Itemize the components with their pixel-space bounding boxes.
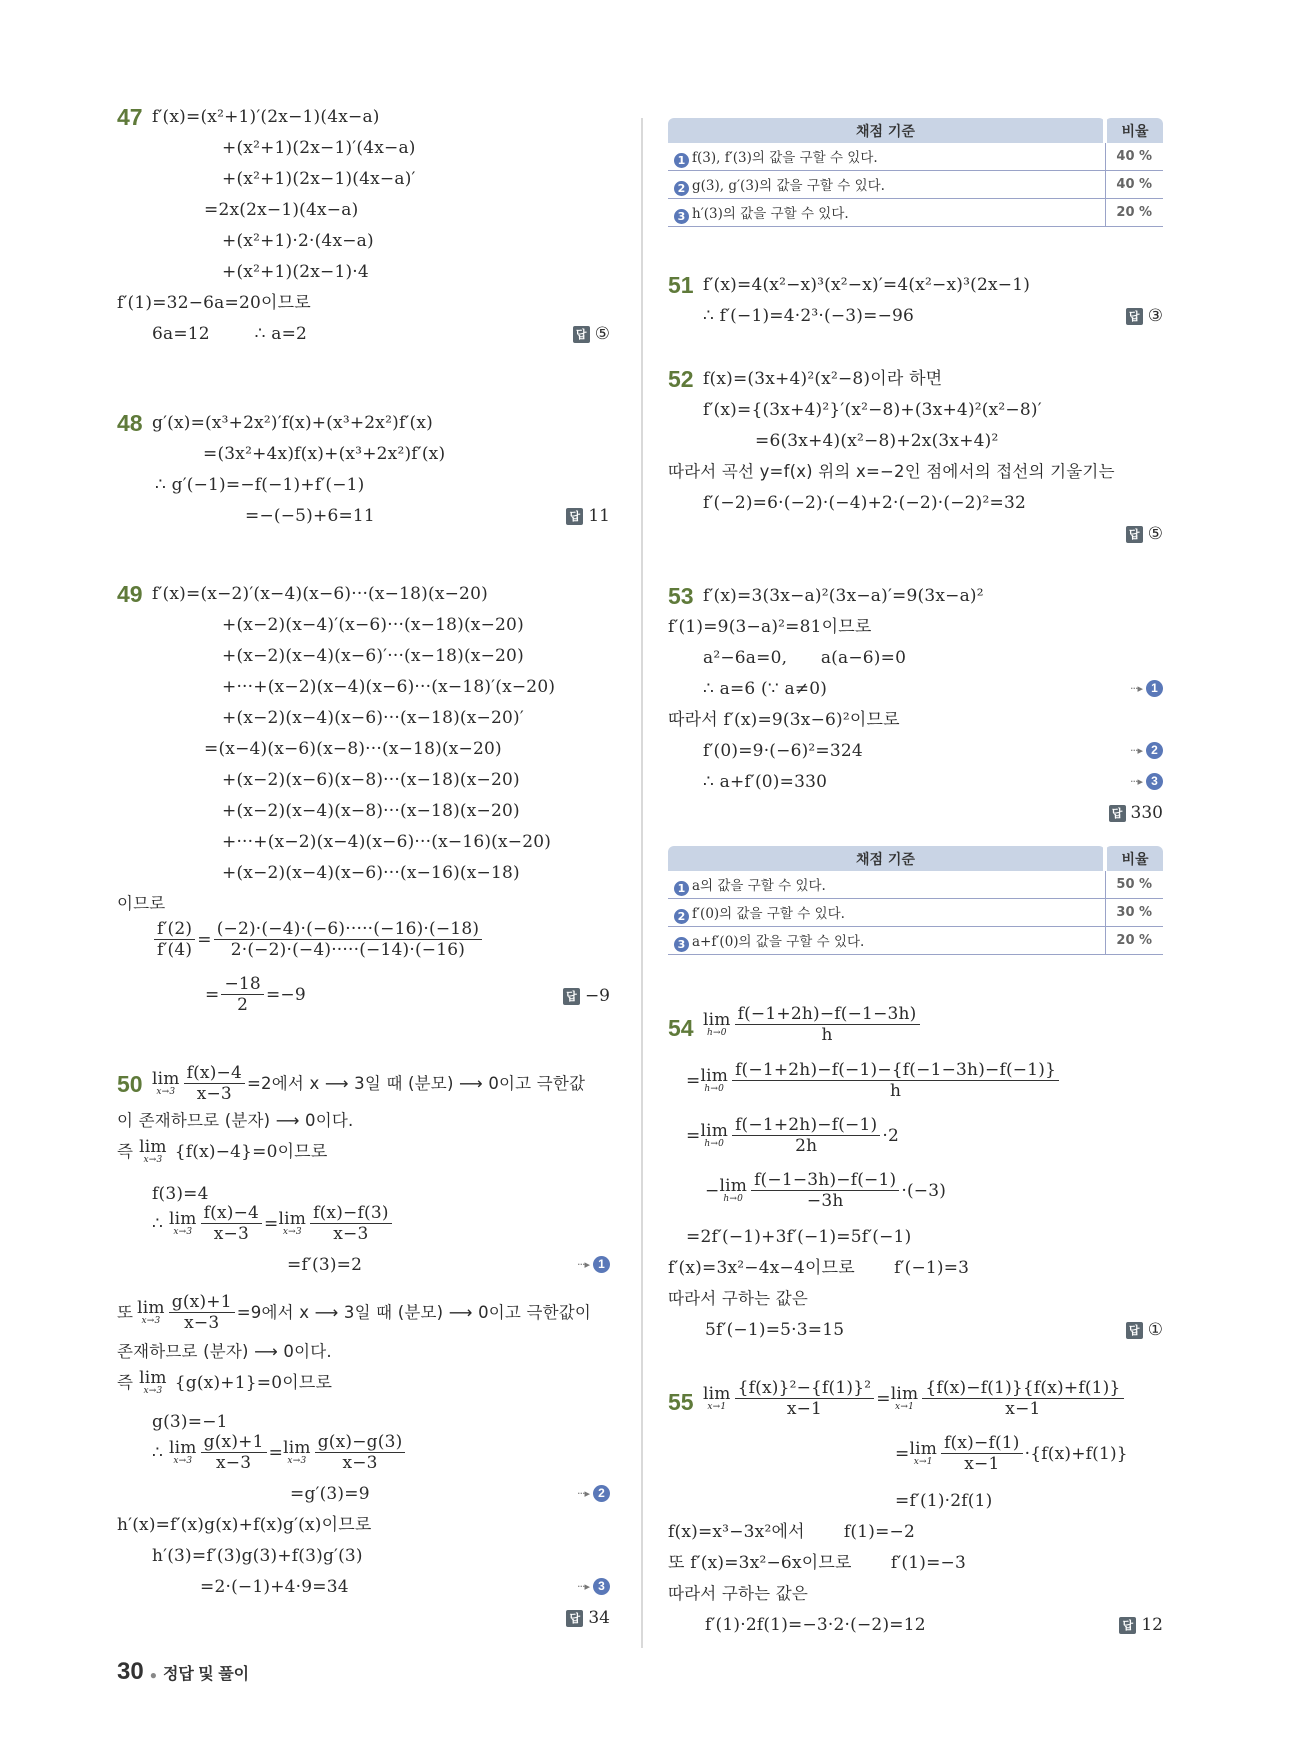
table-row: 3 h′(3)의 값을 구할 수 있다. 20 % <box>668 199 1163 227</box>
p53-line: ∴ a=6 (∵ a≠0) <box>703 679 828 699</box>
p47-line: f′(x)=(x²+1)′(2x−1)(4x−a) <box>152 107 380 127</box>
p53-line: f′(0)=9·(−6)²=324 <box>703 741 863 761</box>
answer-52 <box>1126 523 1163 545</box>
grading-table-50 <box>668 118 1163 227</box>
fraction: $\frac{-18}{2}$ <box>221 974 263 1015</box>
p47-line: +(x²+1)(2x−1)·4 <box>222 262 369 282</box>
answer-51 <box>1126 305 1163 327</box>
p54-row-6: f′(x)=3x²−4x−4이므로 f′(−1)=3 <box>668 1258 970 1278</box>
step-2-icon: 2 <box>1146 742 1163 759</box>
p49-ratio-expr: $\frac{f'(2)}{f'(4)}$ = $\frac{(-2)\cdot(-4)\cdot(-6)\cdot\cdot\cdot\cdot\cdot(-16)\cdot(-18)}{2\cdot(-2)\cdot(-4)\cdot\cdot\cdot\cdot\cdot(-14)\cdot(-16)}$ <box>152 919 484 960</box>
limit: lim x→1 <box>909 1439 938 1467</box>
p54-row-5: =2f′(−1)+3f′(−1)=5f′(−1) <box>686 1227 912 1247</box>
p52-line: f′(x)={(3x+4)²}′(x²−8)+(3x+4)²(x²−8)′ <box>703 400 1042 420</box>
p50-line-5: ∴ lim x→3 $\frac{f(x)-4}{x-3}$ = lim x→3 $\frac{f(x)-f(3)}{x-3}$ <box>152 1203 394 1244</box>
problem-number-53: 53 <box>668 583 694 609</box>
problem-number-49: 49 <box>117 581 143 607</box>
answer-value: 330 <box>1130 803 1163 823</box>
answer-value: ⑤ <box>594 324 610 344</box>
limit: lim h→0 <box>700 1066 729 1094</box>
step-marker-2: ···▸ 2 <box>577 1485 610 1502</box>
p54-row-3: = lim h→0 $\frac{f(-1+2h)-f(-1)}{2h}$ ·2 <box>686 1115 899 1156</box>
p47-line: +(x²+1)·2·(4x−a) <box>222 231 374 251</box>
p47-line: +(x²+1)(2x−1)′(4x−a) <box>222 138 416 158</box>
answer-value: 11 <box>588 506 610 526</box>
p50-line-6: =f′(3)=2 <box>287 1255 363 1275</box>
p50-line-13: h′(x)=f′(x)g(x)+f(x)g′(x)이므로 <box>117 1515 372 1535</box>
fraction: $\frac{f(-1+2h)-f(-1)}{2h}$ <box>732 1115 880 1156</box>
p55-row-2: = lim x→1 $\frac{f(x)-f(1)}{x-1}$ ·{f(x)+f(1)} <box>895 1433 1128 1474</box>
answer-value: ① <box>1147 1320 1163 1340</box>
p49-line: +···+(x−2)(x−4)(x−6)···(x−16)(x−20) <box>222 832 552 852</box>
answer-badge-icon: 답 <box>1126 1322 1143 1339</box>
p52-line: 따라서 곡선 y=f(x) 위의 x=−2인 점에서의 접선의 기울기는 <box>668 462 1115 481</box>
p51-line: f′(x)=4(x²−x)³(x²−x)′=4(x²−x)³(2x−1) <box>703 275 1031 295</box>
problem-number-52: 52 <box>668 366 694 392</box>
step-marker-3: ···▸ 3 <box>577 1578 610 1595</box>
p49-line: +(x−2)(x−4)(x−6)′···(x−18)(x−20) <box>222 646 524 666</box>
answer-55 <box>1119 1614 1163 1636</box>
p47-line: f′(1)=32−6a=20이므로 <box>117 293 311 313</box>
fraction: $\frac{f(-1+2h)-f(-1-3h)}{h}$ <box>735 1004 920 1045</box>
answer-49 <box>563 985 610 1007</box>
fraction: $\frac{(-2)\cdot(-4)\cdot(-6)\cdot\cdot\cdot\cdot\cdot(-16)\cdot(-18)}{2\cdot(-2)\cdot(-4)\cdot\cdot\cdot\cdot\cdot(-14)\cdot(-16)}$ <box>214 919 483 960</box>
step-1-icon: 1 <box>674 153 689 168</box>
bullet-icon: ● <box>149 1668 157 1682</box>
problem-number-54: 54 <box>668 1015 694 1041</box>
answer-value: 34 <box>588 1608 610 1628</box>
p50-line-7: 또 lim x→3 $\frac{g(x)+1}{x-3}$ =9에서 x ⟶ 3일 때 (분모) ⟶ 0이고 극한값이 <box>117 1292 592 1333</box>
fraction: $\frac{f(x)-f(1)}{x-1}$ <box>941 1433 1023 1474</box>
p48-line: =−(−5)+6=11 <box>245 506 375 526</box>
step-3-icon: 3 <box>593 1578 610 1595</box>
fraction: $\frac{f(-1-3h)-f(-1)}{-3h}$ <box>751 1170 899 1211</box>
fraction: $\frac{\text{\{f(x)\}²−\{f(1)\}²}}{x-1}$ <box>735 1378 875 1419</box>
limit: lim x→3 <box>278 1209 307 1237</box>
limit: lim x→3 <box>169 1209 197 1237</box>
step-1-icon: 1 <box>674 881 689 896</box>
answer-value: −9 <box>584 986 610 1006</box>
p47-line: 6a=12 ∴ a=2 <box>152 324 308 344</box>
p55-row-5: 또 f′(x)=3x²−6x이므로 f′(1)=−3 <box>668 1553 966 1573</box>
p54-row-4: − lim h→0 $\frac{f(-1-3h)-f(-1)}{-3h}$ ·(−3) <box>705 1170 947 1211</box>
p50-line-8: 존재하므로 (분자) ⟶ 0이다. <box>117 1342 332 1361</box>
p55-row-7: f′(1)·2f(1)=−3·2·(−2)=12 <box>705 1615 926 1635</box>
step-marker-1: ···▸ 1 <box>1130 680 1163 697</box>
p48-line: ∴ g′(−1)=−f(−1)+f′(−1) <box>155 475 365 495</box>
step-1-icon: 1 <box>1146 680 1163 697</box>
limit: lim x→3 <box>137 1298 165 1326</box>
p54-row-8: 5f′(−1)=5·3=15 <box>705 1320 845 1340</box>
problem-number-50: 50 <box>117 1071 143 1097</box>
limit: lim x→3 <box>139 1368 167 1396</box>
limit: lim x→1 <box>890 1384 919 1412</box>
p50-line-3: 즉 lim x→3 {f(x)−4}=0이므로 <box>117 1137 328 1165</box>
p49-line: =(x−4)(x−6)(x−8)···(x−18)(x−20) <box>204 739 502 759</box>
answer-53 <box>1109 802 1163 824</box>
fraction: $\frac{g(x)+1}{x-3}$ <box>169 1292 235 1333</box>
p49-result-expr: = $\frac{-18}{2}$ =−9 <box>205 974 306 1015</box>
p48-line: g′(x)=(x³+2x²)′f(x)+(x³+2x²)f′(x) <box>152 413 433 433</box>
problem-number-47: 47 <box>117 104 143 130</box>
table-row: 2 f′(0)의 값을 구할 수 있다. 30 % <box>668 899 1163 927</box>
fraction: $\frac{f(x)-4}{x-3}$ <box>184 1063 245 1104</box>
fraction: $\frac{f(x)-4}{x-3}$ <box>201 1203 262 1244</box>
p49-line: +(x−2)(x−4)′(x−6)···(x−18)(x−20) <box>222 615 524 635</box>
p48-line: =(3x²+4x)f(x)+(x³+2x²)f′(x) <box>203 444 446 464</box>
table-header-criteria: 채점 기준 <box>668 118 1105 143</box>
answer-value: 12 <box>1141 1615 1163 1635</box>
fraction: $\frac{f(x)-f(3)}{x-3}$ <box>310 1203 392 1244</box>
section-title: 정답 및 풀이 <box>162 1666 250 1683</box>
p49-line: +···+(x−2)(x−4)(x−6)···(x−18)′(x−20) <box>222 677 556 697</box>
table-header-ratio: 비율 <box>1105 118 1163 143</box>
answer-badge-icon: 답 <box>1126 308 1143 325</box>
step-marker-1: ···▸ 1 <box>577 1256 610 1273</box>
limit: lim h→0 <box>703 1010 731 1038</box>
problem-number-55: 55 <box>668 1389 694 1415</box>
answer-badge-icon: 답 <box>566 508 583 525</box>
p55-row-4: f(x)=x³−3x²에서 f(1)=−2 <box>668 1522 916 1542</box>
limit: lim x→1 <box>703 1384 731 1412</box>
p55-row-3: =f′(1)·2f(1) <box>895 1491 993 1511</box>
limit: lim h→0 <box>719 1176 748 1204</box>
p55-row-1: lim x→1 $\frac{\text{\{f(x)\}²−\{f(1)\}²}}{x-1}$ = lim x→1 $\frac{\{f(x)-f(1)\}\{f(x)+f(1)\}}{x-1}$ <box>703 1378 1126 1419</box>
p50-line-10: g(3)=−1 <box>152 1412 228 1432</box>
p54-row-7: 따라서 구하는 값은 <box>668 1289 809 1308</box>
p49-line: +(x−2)(x−4)(x−6)···(x−18)(x−20)′ <box>222 708 524 728</box>
answer-value: ⑤ <box>1147 524 1163 544</box>
p53-line: 따라서 f′(x)=9(3x−6)²이므로 <box>668 710 900 730</box>
limit: lim x→3 <box>169 1438 197 1466</box>
table-row: 2 g(3), g′(3)의 값을 구할 수 있다. 40 % <box>668 171 1163 199</box>
table-row: 1 a의 값을 구할 수 있다. 50 % <box>668 871 1163 899</box>
p50-line-9: 즉 lim x→3 {g(x)+1}=0이므로 <box>117 1368 333 1396</box>
p49-line: 이므로 <box>117 894 166 913</box>
page-footer <box>117 1658 249 1686</box>
p54-row-1 <box>703 1004 922 1045</box>
p50-line-11: ∴ lim x→3 $\frac{g(x)+1}{x-3}$ = lim x→3 $\frac{g(x)-g(3)}{x-3}$ <box>152 1432 407 1473</box>
step-2-icon: 2 <box>593 1485 610 1502</box>
p52-line: f(x)=(3x+4)²(x²−8)이라 하면 <box>703 369 943 389</box>
step-1-icon: 1 <box>593 1256 610 1273</box>
p47-line: +(x²+1)(2x−1)(4x−a)′ <box>222 169 416 189</box>
p47-line: =2x(2x−1)(4x−a) <box>204 200 359 220</box>
p49-line: +(x−2)(x−6)(x−8)···(x−18)(x−20) <box>222 770 520 790</box>
p51-line: ∴ f′(−1)=4·2³·(−3)=−96 <box>703 306 915 326</box>
limit: lim x→3 <box>139 1137 167 1165</box>
answer-47 <box>573 323 610 345</box>
answer-badge-icon: 답 <box>1109 805 1126 822</box>
step-marker-3: ···▸ 3 <box>1130 773 1163 790</box>
p53-line: f′(x)=3(3x−a)²(3x−a)′=9(3x−a)² <box>703 586 984 606</box>
p49-line: +(x−2)(x−4)(x−8)···(x−18)(x−20) <box>222 801 520 821</box>
p49-line: +(x−2)(x−4)(x−6)···(x−16)(x−18) <box>222 863 520 883</box>
limit: lim h→0 <box>700 1121 729 1149</box>
p52-line: =6(3x+4)(x²−8)+2x(3x+4)² <box>755 431 999 451</box>
p55-row-6: 따라서 구하는 값은 <box>668 1584 809 1603</box>
limit: lim x→3 <box>152 1069 180 1097</box>
answer-badge-icon: 답 <box>566 1610 583 1627</box>
p54-row-2: = lim h→0 $\frac{f(-1+2h)-f(-1)-\{f(-1-3h)-f(-1)\}}{h}$ <box>686 1060 1061 1101</box>
p50-line-15: =2·(−1)+4·9=34 <box>200 1577 349 1597</box>
column-divider <box>641 118 643 1648</box>
p52-line: f′(−2)=6·(−2)·(−4)+2·(−2)·(−2)²=32 <box>703 493 1027 513</box>
p50-line-14: h′(3)=f′(3)g(3)+f(3)g′(3) <box>152 1546 363 1566</box>
fraction: $\frac{g(x)-g(3)}{x-3}$ <box>315 1432 406 1473</box>
step-3-icon: 3 <box>1146 773 1163 790</box>
table-header-ratio: 비율 <box>1105 846 1163 871</box>
fraction: $\frac{g(x)+1}{x-3}$ <box>201 1432 267 1473</box>
fraction: $\frac{\{f(x)-f(1)\}\{f(x)+f(1)\}}{x-1}$ <box>922 1378 1123 1419</box>
answer-badge-icon: 답 <box>1119 1617 1136 1634</box>
step-marker-2: ···▸ 2 <box>1130 742 1163 759</box>
step-2-icon: 2 <box>674 909 689 924</box>
limit: lim x→3 <box>283 1438 311 1466</box>
table-row: 3 a+f′(0)의 값을 구할 수 있다. 20 % <box>668 927 1163 955</box>
step-3-icon: 3 <box>674 209 689 224</box>
p53-line: ∴ a+f′(0)=330 <box>703 772 828 792</box>
p50-line-2: 이 존재하므로 (분자) ⟶ 0이다. <box>117 1111 354 1130</box>
step-2-icon: 2 <box>674 181 689 196</box>
page-number: 30 <box>117 1658 144 1685</box>
problem-number-51: 51 <box>668 272 694 298</box>
problem-number-48: 48 <box>117 410 143 436</box>
answer-48 <box>566 505 610 527</box>
answer-value: ③ <box>1147 306 1163 326</box>
fraction: $\frac{f'(2)}{f'(4)}$ <box>154 919 195 960</box>
p53-line: a²−6a=0, a(a−6)=0 <box>703 648 907 668</box>
p50-line-12: =g′(3)=9 <box>290 1484 370 1504</box>
answer-badge-icon: 답 <box>573 326 590 343</box>
p53-line: f′(1)=9(3−a)²=81이므로 <box>668 617 872 637</box>
fraction: $\frac{f(-1+2h)-f(-1)-\{f(-1-3h)-f(-1)\}}{h}$ <box>732 1060 1059 1101</box>
answer-badge-icon: 답 <box>563 988 580 1005</box>
table-header-criteria: 채점 기준 <box>668 846 1105 871</box>
table-row: 1 f(3), f′(3)의 값을 구할 수 있다. 40 % <box>668 143 1163 171</box>
answer-badge-icon: 답 <box>1126 526 1143 543</box>
p50-line-1: lim x→3 $\frac{f(x)-4}{x-3}$ =2에서 x ⟶ 3일 때 (분모) ⟶ 0이고 극한값 <box>152 1063 586 1104</box>
p50-line-4: f(3)=4 <box>152 1184 209 1204</box>
grading-table-53 <box>668 846 1163 955</box>
step-3-icon: 3 <box>674 937 689 952</box>
answer-54 <box>1126 1319 1163 1341</box>
answer-50 <box>566 1607 610 1629</box>
p49-line: f′(x)=(x−2)′(x−4)(x−6)···(x−18)(x−20) <box>152 584 488 604</box>
